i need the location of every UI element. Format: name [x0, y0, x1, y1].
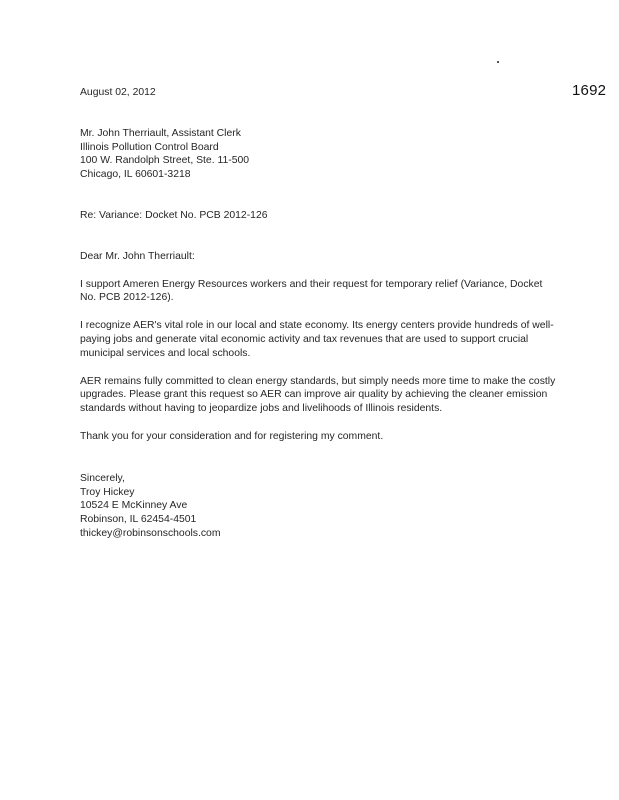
body-paragraph: I support Ameren Energy Resources workers and their request for temporary relief (Variance, Docket No. PCB 2012-126). — [80, 278, 543, 304]
recipient-line: 100 W. Randolph Street, Ste. 11-500 — [80, 155, 250, 167]
thank-you-paragraph: Thank you for your consideration and for registering my comment. — [80, 430, 384, 442]
sender-email: thickey@robinsonschools.com — [80, 527, 221, 539]
recipient-line: Chicago, IL 60601-3218 — [80, 169, 191, 181]
letter-body — [80, 86, 560, 541]
re-line: Re: Variance: Docket No. PCB 2012-126 — [80, 209, 268, 221]
recipient-address — [80, 127, 560, 182]
body-paragraph: AER remains fully committed to clean energy standards, but simply needs more time to make the costly upgrades. Please grant this request so AER can improve air quality by achieving the cleaner emission standards without having to jeopardize jobs and livelihoods of Illinois residents. — [80, 375, 556, 415]
page-number: 1692 — [572, 82, 607, 99]
salutation: Dear Mr. John Therriault: — [80, 250, 195, 262]
closing: Sincerely, — [80, 472, 125, 484]
sender-street: 10524 E McKinney Ave — [80, 500, 188, 512]
letter-date: August 02, 2012 — [80, 87, 156, 98]
recipient-line: Illinois Pollution Control Board — [80, 141, 219, 153]
sender-city: Robinson, IL 62454-4501 — [80, 514, 197, 526]
sender-name: Troy Hickey — [80, 486, 135, 498]
recipient-line: Mr. John Therriault, Assistant Clerk — [80, 127, 241, 139]
scan-speck — [497, 61, 499, 63]
signature-block — [80, 472, 560, 541]
body-paragraph: I recognize AER's vital role in our local and state economy. Its energy centers provide hundreds of well-paying jobs and generate vital economic activity and tax revenues that are used to support crucial municipal services and local schools. — [80, 320, 554, 359]
